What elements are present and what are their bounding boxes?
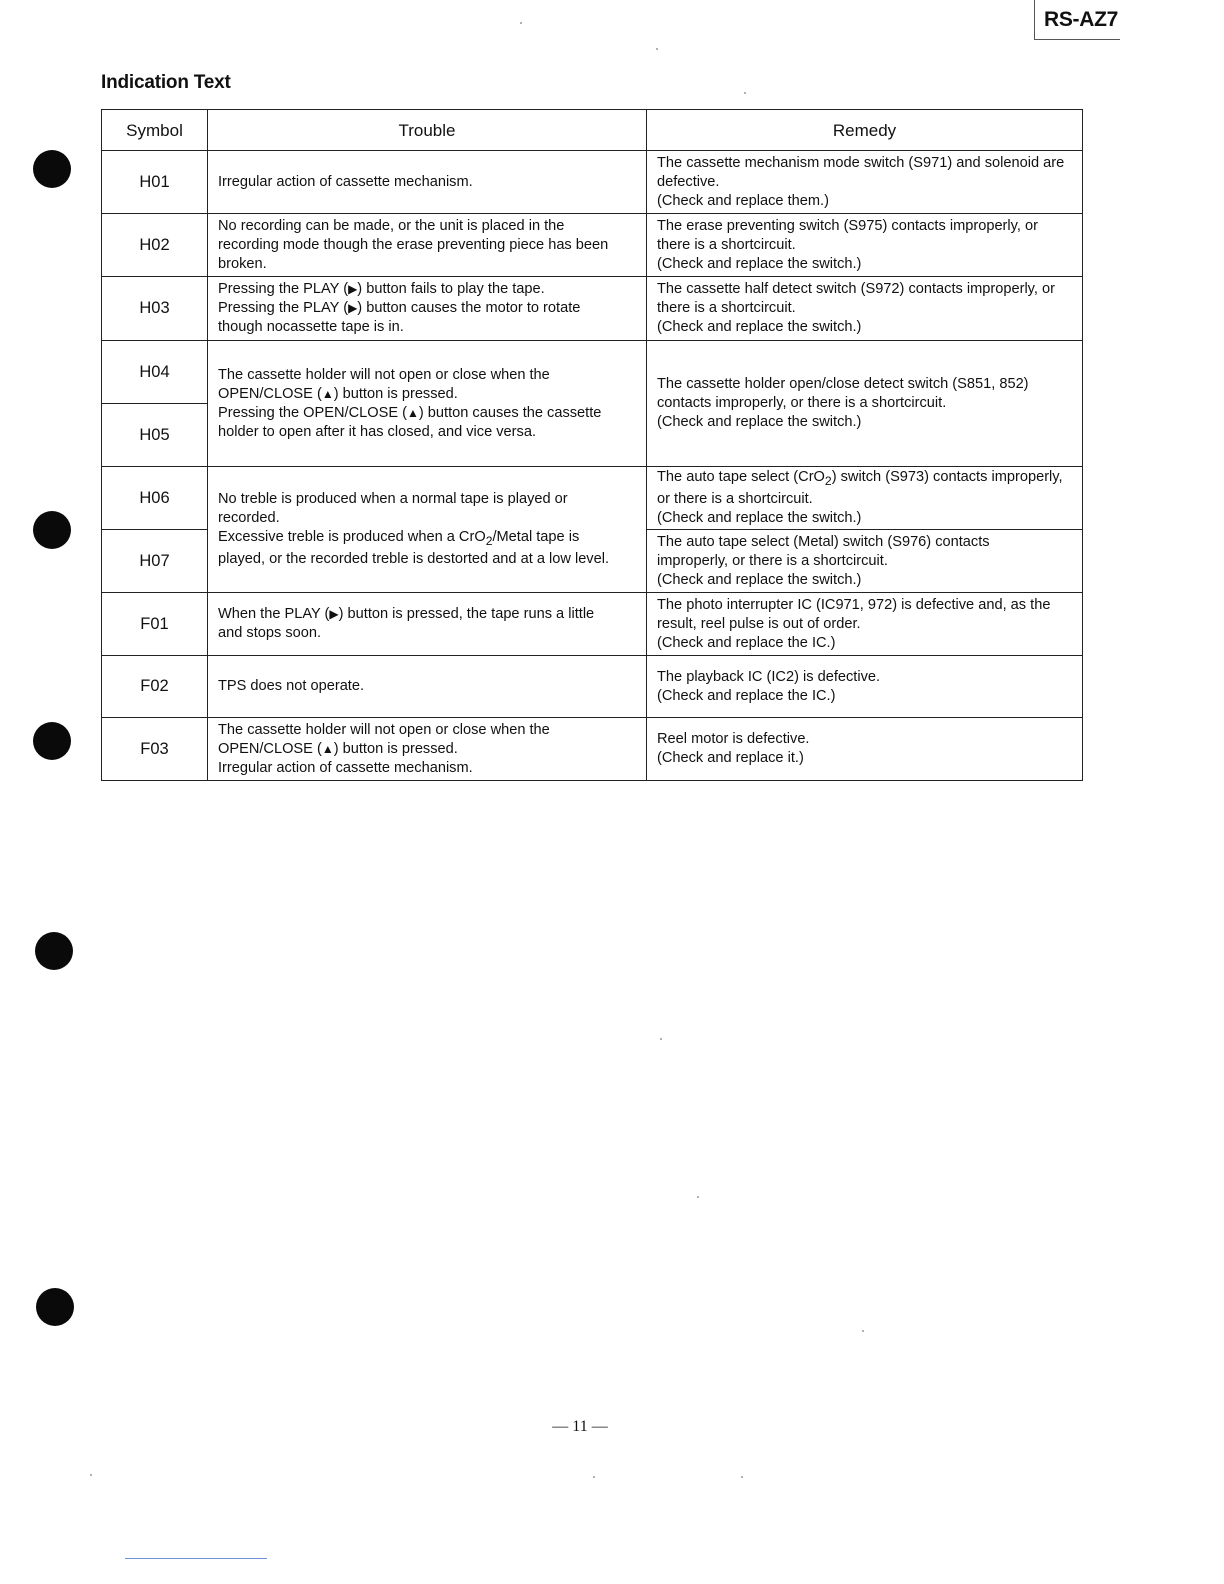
binder-hole <box>33 722 71 760</box>
trouble-cell: The cassette holder will not open or close when the OPEN/CLOSE (▲) button is pressed. Irregular action of cassette mechanism. <box>208 718 647 781</box>
trouble-cell: No recording can be made, or the unit is placed in the recording mode though the erase preventing piece has been broken. <box>208 214 647 277</box>
binder-hole <box>36 1288 74 1326</box>
remedy-cell: Reel motor is defective. (Check and replace it.) <box>647 718 1083 781</box>
remedy-cell: The erase preventing switch (S975) contacts improperly, or there is a shortcircuit. (Check and replace the switch.) <box>647 214 1083 277</box>
play-icon: ▶ <box>348 282 358 296</box>
trouble-cell: When the PLAY (▶) button is pressed, the tape runs a little and stops soon. <box>208 593 647 656</box>
table-row <box>102 718 1083 781</box>
play-icon: ▶ <box>348 301 358 315</box>
scan-speck <box>90 1474 92 1476</box>
symbol-cell: H05 <box>102 404 208 467</box>
symbol-cell: H02 <box>102 214 208 277</box>
remedy-cell: The photo interrupter IC (IC971, 972) is defective and, as the result, reel pulse is out of order. (Check and replace the IC.) <box>647 593 1083 656</box>
indication-table <box>101 109 1083 781</box>
trouble-cell: The cassette holder will not open or close when the OPEN/CLOSE (▲) button is pressed. Pressing the OPEN/CLOSE (▲) button causes the cassette holder to open after it has closed, and vice versa. <box>208 341 647 467</box>
scan-artifact-line <box>125 1558 267 1559</box>
header-remedy: Remedy <box>647 110 1083 151</box>
scan-speck <box>862 1330 864 1332</box>
remedy-cell: The playback IC (IC2) is defective. (Check and replace the IC.) <box>647 656 1083 718</box>
play-icon: ▶ <box>329 607 339 621</box>
symbol-cell: H01 <box>102 151 208 214</box>
eject-icon: ▲ <box>406 405 419 420</box>
scan-speck <box>741 1476 743 1478</box>
symbol-cell: H03 <box>102 277 208 341</box>
scan-speck <box>520 22 522 24</box>
section-title: Indication Text <box>101 72 231 93</box>
symbol-cell: F02 <box>102 656 208 718</box>
eject-icon: ▲ <box>321 386 334 401</box>
table-row <box>102 151 1083 214</box>
table-row <box>102 214 1083 277</box>
table-row <box>102 277 1083 341</box>
symbol-cell: H07 <box>102 530 208 593</box>
trouble-cell: No treble is produced when a normal tape is played or recorded. Excessive treble is produced when a CrO$_2$/Metal tape is played, or the recorded treble is destorted and at a low level. <box>208 467 647 593</box>
header-trouble: Trouble <box>208 110 647 151</box>
header-symbol: Symbol <box>102 110 208 151</box>
remedy-cell: The cassette half detect switch (S972) contacts improperly, or there is a shortcircuit. (Check and replace the switch.) <box>647 277 1083 341</box>
binder-hole <box>33 150 71 188</box>
table-row <box>102 593 1083 656</box>
page-number: — 11 — <box>552 1418 608 1435</box>
remedy-cell: The cassette holder open/close detect switch (S851, 852) contacts improperly, or there is a shortcircuit. (Check and replace the switch.) <box>647 341 1083 467</box>
symbol-cell: F01 <box>102 593 208 656</box>
binder-hole <box>33 511 71 549</box>
scan-speck <box>660 1038 662 1040</box>
remedy-cell: The auto tape select (CrO$_2$) switch (S973) contacts improperly, or there is a shortcircuit. (Check and replace the switch.) <box>647 467 1083 530</box>
symbol-cell: H04 <box>102 341 208 404</box>
scan-speck <box>593 1476 595 1478</box>
table-row <box>102 341 1083 404</box>
trouble-cell: Pressing the PLAY (▶) button fails to play the tape. Pressing the PLAY (▶) button causes the motor to rotate though nocassette tape is in. <box>208 277 647 341</box>
binder-hole <box>35 932 73 970</box>
scan-speck <box>697 1196 699 1198</box>
table-row <box>102 467 1083 530</box>
trouble-cell: Irregular action of cassette mechanism. <box>208 151 647 214</box>
symbol-cell: H06 <box>102 467 208 530</box>
symbol-cell: F03 <box>102 718 208 781</box>
scan-speck <box>656 48 658 50</box>
model-number: RS-AZ7 <box>1034 0 1120 40</box>
eject-icon: ▲ <box>321 741 334 756</box>
remedy-cell: The cassette mechanism mode switch (S971) and solenoid are defective. (Check and replace them.) <box>647 151 1083 214</box>
remedy-cell: The auto tape select (Metal) switch (S976) contacts improperly, or there is a shortcircuit. (Check and replace the switch.) <box>647 530 1083 593</box>
trouble-cell: TPS does not operate. <box>208 656 647 718</box>
table-row <box>102 656 1083 718</box>
table-header-row <box>102 110 1083 151</box>
scan-speck <box>744 92 746 94</box>
